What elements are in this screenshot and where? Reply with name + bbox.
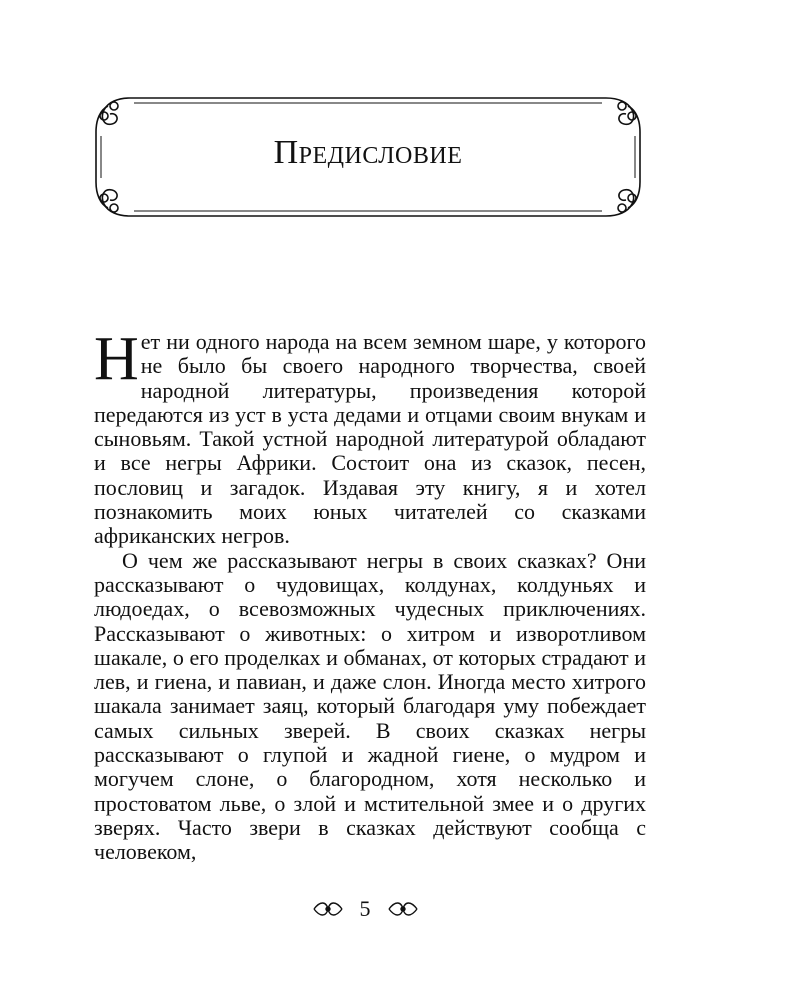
drop-cap: Н [94,325,139,393]
flourish-ornament-icon [387,899,419,919]
paragraph-1 [94,325,646,549]
body-text [94,325,646,865]
paragraph-1-text: ет ни одного народа на всем земном шаре, у которого не было бы своего народного творчества, своей народной литературы, произведения которой передаются из уст в уста дедами и отцами своим внукам и сыновьям. Такой устной народной литературой обладают и все негры Африки. Состоит она из сказок, песен, пословиц и загадок. Издавая эту книгу, я и хотел познакомить моих юных читателей со сказками африканских негров. [94,329,646,549]
page-number: 5 [359,896,371,921]
paragraph-2: О чем же рассказывают негры в своих сказках? Они рассказывают о чудовищах, колдунах, колдуньях и людоедах, о всевозможных чудесных приключениях. Рассказывают о животных: о хитром и изворотливом шакале, о его проделках и обманах, от которых страдают и лев, и гиена, и павиан, и даже слон. Иногда место хитрого шакала занимает заяц, который благодаря уму побеждает самых сильных зверей. В своих сказках негры рассказывают о глупой и жадной гиене, о мудром и могучем слоне, о благородном, хотя несколько и простоватом льве, о злой и мстительной змее и о других зверях. Часто звери в сказках действуют сообща с человеком, [94,547,646,865]
page-title: Предисловие [273,134,463,171]
page-footer [300,894,430,924]
title-frame [90,92,646,222]
flourish-ornament-icon [312,899,344,919]
